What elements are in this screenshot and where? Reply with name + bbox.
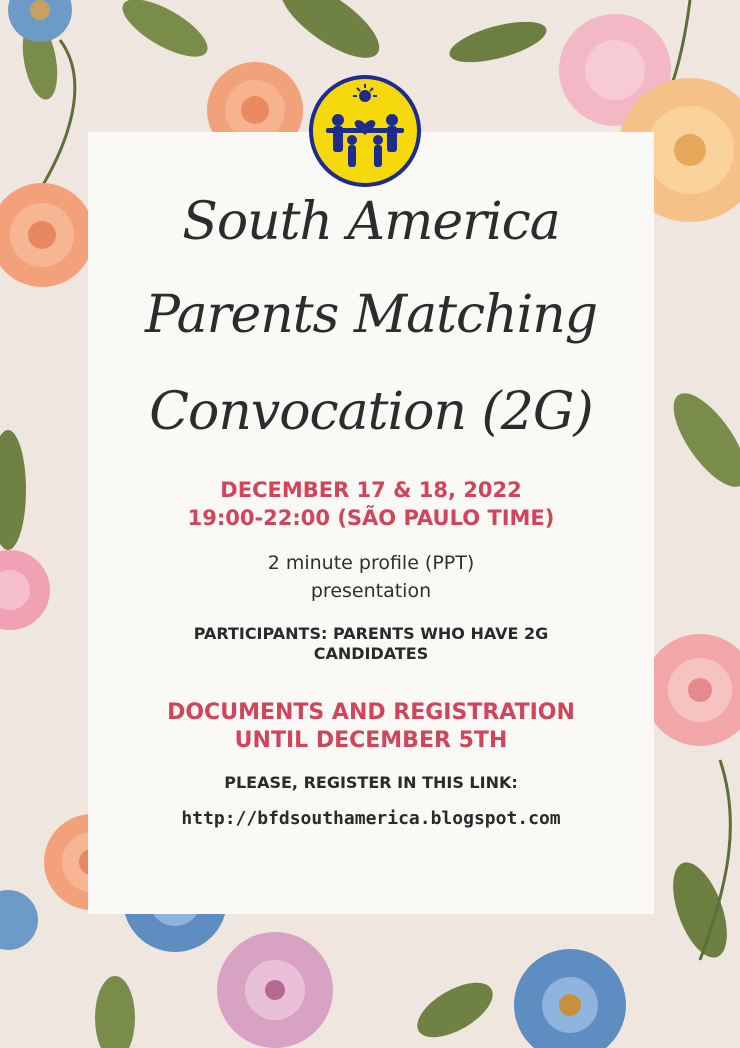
rose-flower-icon [0,183,94,287]
title-line-1: South America [182,192,560,252]
title-line-3: Convocation (2G) [149,382,593,442]
logo-emblem-icon [308,74,422,188]
format-line-2: presentation [310,580,432,602]
deadline-line-2: UNTIL DECEMBER 5TH [234,728,508,753]
register-prompt: PLEASE, REGISTER IN THIS LINK: [224,773,518,792]
event-time: 19:00-22:00 (SÃO PAULO TIME) [187,506,555,530]
blue-flower-icon [0,890,38,950]
participants-line-2: CANDIDATES [313,644,429,663]
pink-flower-icon [217,932,333,1048]
format-line-1: 2 minute profile (PPT) [267,552,475,574]
pink-flower-icon [644,634,740,746]
deadline-line-1: DOCUMENTS AND REGISTRATION [167,700,575,725]
blue-flower-icon [514,949,626,1048]
event-date: DECEMBER 17 & 18, 2022 [220,478,522,502]
pink-flower-icon [0,550,50,630]
title-line-2: Parents Matching [144,285,598,345]
blue-flower-icon [8,0,72,42]
registration-link[interactable]: http://bfdsouthamerica.blogspot.com [181,808,561,829]
participants-line-1: PARTICIPANTS: PARENTS WHO HAVE 2G [193,624,549,643]
